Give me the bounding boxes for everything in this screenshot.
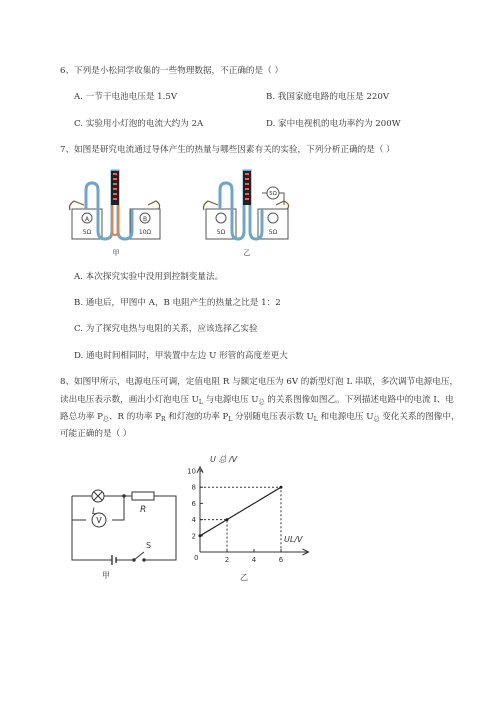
data-point xyxy=(226,518,229,521)
guide-line xyxy=(200,520,227,552)
q8-line-2: 读出电压表示数，画出小灯泡电压 $U_L$ 与电源电压 $U_总$ 的关系图像如图乙。下列描述电路中的电流 I、电 xyxy=(60,395,454,406)
graph-caption: 乙 xyxy=(240,573,248,582)
x-tick-label: 6 xyxy=(278,556,284,564)
q6-option-c: C. 实验用小灯泡的电流大约为 2A xyxy=(74,119,204,129)
q8-graph xyxy=(180,448,330,588)
q7-option-d: D. 通电时间相同时，甲装置中左边 U 形管的高度差更大 xyxy=(74,351,288,361)
q8-line-4: 可能正确的是（ ） xyxy=(60,429,132,439)
q7-stem: 7、如图是研究电流通过导体产生的热量与哪些因素有关的实验，下列分析正确的是（ ） xyxy=(60,145,395,155)
q6-stem: 6、下列是小松同学收集的一些物理数据，不正确的是（ ） xyxy=(60,66,284,76)
circuit-switch-label: S xyxy=(146,541,152,550)
q7-option-a: A. 本次探究实验中没用到控制变量法。 xyxy=(74,272,224,282)
q8-line-1: 8、如图甲所示，电源电压可调，定值电阻 R 与额定电压为 6V 的新型灯泡 L 串联，多次调节电源电压， xyxy=(60,377,459,387)
q7-res-b-value: 10Ω xyxy=(138,229,152,236)
circuit-resistor-label: R xyxy=(140,505,147,515)
q7-res-a-label: A xyxy=(84,216,90,223)
q6-option-b: B. 我国家庭电路的电压是 220V xyxy=(266,92,390,102)
x-tick-label: 2 xyxy=(224,556,230,564)
y-tick-label: 4 xyxy=(191,516,196,525)
q7-figure-left xyxy=(64,165,174,257)
q7-res-parallel-label: 5Ω xyxy=(269,191,277,197)
y-tick-label: 2 xyxy=(191,532,196,541)
q7-fig-left-caption: 甲 xyxy=(112,249,120,257)
q8-circuit-diagram xyxy=(64,478,184,583)
q7-option-b: B. 通电后，甲图中 A，B 电阻产生的热量之比是 1：2 xyxy=(74,298,281,308)
circuit-caption: 甲 xyxy=(102,571,110,580)
y-tick-label: 8 xyxy=(191,483,196,492)
q7-fig-right-caption: 乙 xyxy=(243,249,251,257)
graph-origin: 0 xyxy=(194,554,199,562)
data-point xyxy=(199,534,202,537)
y-tick-label: 10 xyxy=(187,467,196,476)
circuit-voltmeter-label: V xyxy=(96,516,102,525)
q7-res-b-label: B xyxy=(142,216,148,223)
q7-option-c: C. 为了探究电热与电阻的关系，应该选择乙实验 xyxy=(74,324,258,334)
graph-x-label: UL/V xyxy=(284,535,303,544)
q6-option-d: D. 家中电视机的电功率约为 200W xyxy=(266,119,401,129)
x-tick-label: 4 xyxy=(251,556,257,564)
q7-res-main-label: 5Ω xyxy=(216,229,226,236)
graph-y-label: U 总 /V xyxy=(210,455,238,464)
circuit-lamp-label: L xyxy=(92,507,98,517)
y-tick-label: 6 xyxy=(191,499,196,508)
q6-option-a: A. 一节干电池电压是 1.5V xyxy=(74,92,178,102)
q7-figure-right xyxy=(198,165,298,257)
q7-res-a-value: 5Ω xyxy=(82,229,92,236)
series-line xyxy=(200,487,281,536)
q7-res-inner-label: 5Ω xyxy=(268,229,278,236)
data-point xyxy=(280,486,283,489)
q8-line-3: 路总功率 $P_总$、R 的功率 $P_R$ 和灯泡的功率 $P_L$ 分别随电压表示数 $U_L$ 和电源电压 $U_总$ 变化关系的图像中， xyxy=(60,412,460,423)
